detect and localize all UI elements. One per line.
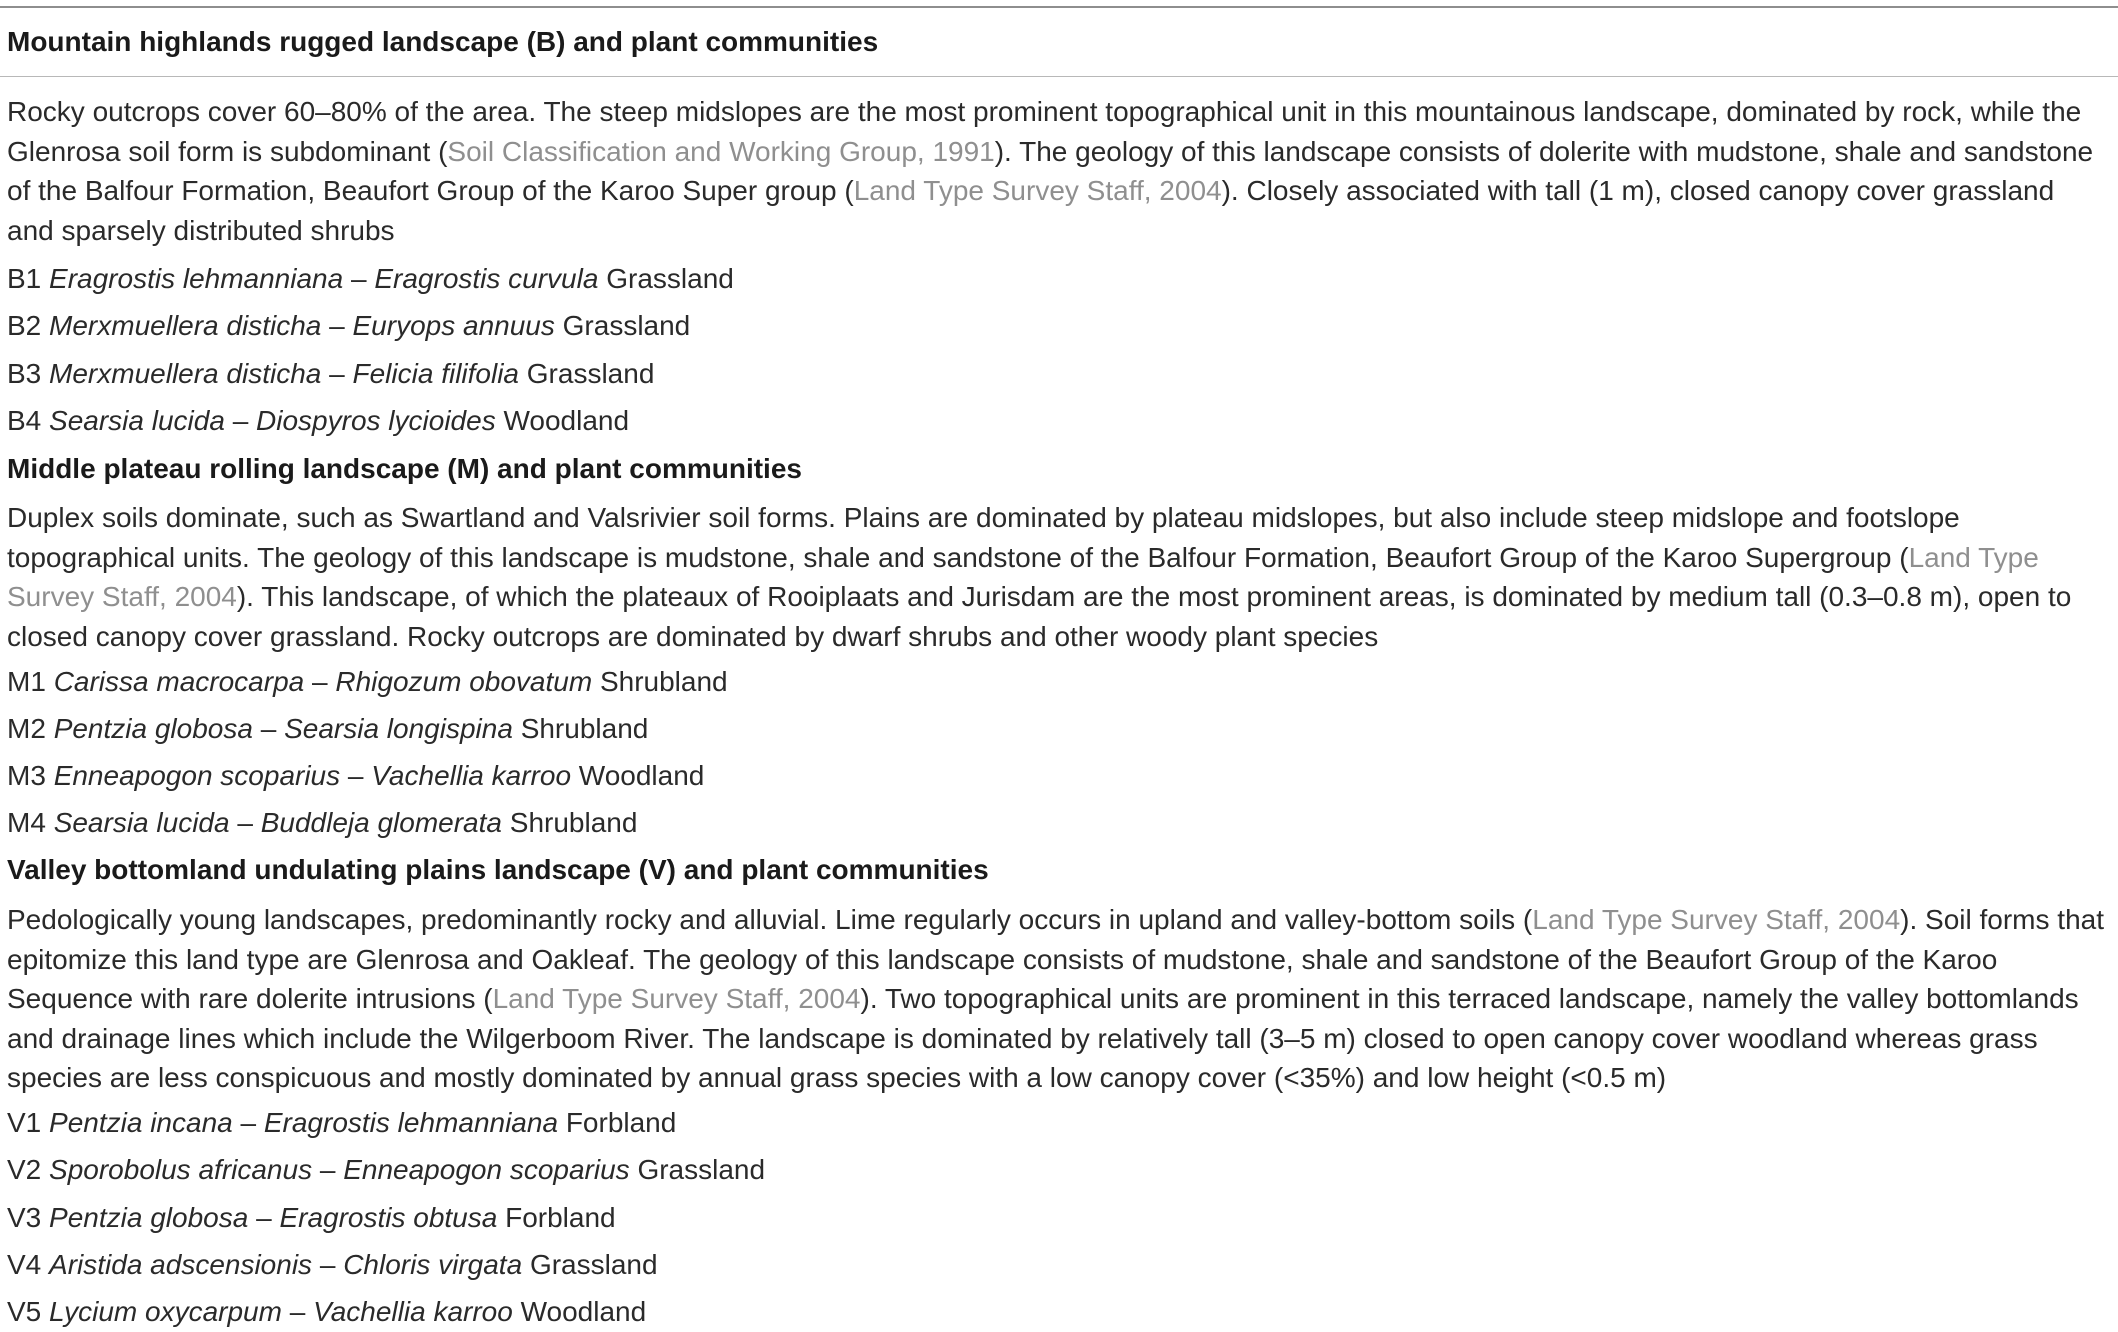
community-code: M4 <box>7 807 46 838</box>
species-name: Chloris virgata <box>343 1249 523 1280</box>
species-name: Carissa macrocarpa <box>53 666 305 697</box>
species-name: Enneapogon scoparius <box>53 760 341 791</box>
community-code: V4 <box>7 1249 42 1280</box>
species-name: Aristida adscensionis <box>49 1249 313 1280</box>
table-header-title: Mountain highlands rugged landscape (B) and plant communities <box>7 26 879 57</box>
section-m-heading: Middle plateau rolling landscape (M) and plant communities <box>7 453 802 484</box>
species-name: Buddleja glomerata <box>260 807 502 838</box>
vegetation-type: Woodland <box>520 1296 647 1327</box>
community-code: M1 <box>7 666 46 697</box>
species-name: Eragrostis obtusa <box>279 1202 498 1233</box>
species-separator: – <box>240 1107 257 1138</box>
vegetation-type: Shrubland <box>509 807 638 838</box>
community-code: V1 <box>7 1107 42 1138</box>
community-row-v4 <box>7 1247 658 1283</box>
species-name: Searsia lucida <box>49 405 225 436</box>
section-v-text-2: ). Soil forms that epitomize this land type are Glenrosa and Oakleaf. The geology of this landscape consists of mudstone, shale and sandstone of the Beaufort Group of the Karoo Sequence with rare dolerite intrusions ( <box>7 904 2104 1014</box>
community-row-m2 <box>7 711 648 747</box>
section-m-description <box>7 498 2107 656</box>
section-b-text-1: Rocky outcrops cover 60–80% of the area. The steep midslopes are the most prominent topographical unit in this mountainous landscape, dominated by rock, while the Glenrosa soil form is subdominant ( <box>7 96 2082 167</box>
species-name: Eragrostis lehmanniana <box>263 1107 559 1138</box>
species-name: Searsia lucida <box>53 807 230 838</box>
species-name: Pentzia globosa <box>53 713 253 744</box>
species-name: Sporobolus africanus <box>49 1154 313 1185</box>
section-v-heading: Valley bottomland undulating plains landscape (V) and plant communities <box>7 854 989 885</box>
table-top-rule <box>0 6 2118 8</box>
species-name: Merxmuellera disticha <box>49 310 322 341</box>
reference-link[interactable]: Land Type Survey Staff, 2004 <box>853 175 1222 206</box>
species-name: Euryops annuus <box>352 310 555 341</box>
species-name: Eragrostis lehmanniana <box>49 263 344 294</box>
community-code: M3 <box>7 760 46 791</box>
community-code: B3 <box>7 358 42 389</box>
reference-link[interactable]: Land Type Survey Staff, 2004 <box>7 541 2039 612</box>
species-name: Eragrostis curvula <box>374 263 599 294</box>
species-name: Pentzia globosa <box>49 1202 249 1233</box>
table-header-rule <box>0 76 2118 77</box>
section-m-text-1: Duplex soils dominate, such as Swartland and Valsrivier soil forms. Plains are dominated by plateau midslopes, but also include steep midslope and footslope topographical units. The geology of this landscape is mudstone, shale and sandstone of the Balfour Formation, Beaufort Group of the Karoo Supergroup ( <box>7 502 1960 573</box>
vegetation-type: Shrubland <box>599 666 728 697</box>
section-b-description <box>7 92 2107 250</box>
species-separator: – <box>319 1249 336 1280</box>
section-v-text-3: ). Two topographical units are prominent in this terraced landscape, namely the valley bottomlands and drainage lines which include the Wilgerboom River. The landscape is dominated by relatively tall (3–5 m) closed to open canopy cover woodland whereas grass species are less conspicuous and mostly dominated by annual grass species with a low canopy cover (<35%) and low height (<0.5 m) <box>7 983 2079 1093</box>
community-code: B1 <box>7 263 42 294</box>
species-name: Vachellia karroo <box>371 760 572 791</box>
reference-link[interactable]: Land Type Survey Staff, 2004 <box>1532 904 1901 935</box>
section-v-description <box>7 900 2107 1098</box>
community-row-b2 <box>7 308 690 344</box>
community-code: B4 <box>7 405 42 436</box>
species-separator: – <box>350 263 367 294</box>
species-separator: – <box>289 1296 306 1327</box>
species-separator: – <box>232 405 249 436</box>
reference-link[interactable]: Soil Classification and Working Group, 1991 <box>447 135 995 167</box>
community-row-b1 <box>7 261 734 297</box>
species-name: Lycium oxycarpum <box>49 1296 282 1327</box>
vegetation-type: Grassland <box>526 358 655 389</box>
species-separator: – <box>329 358 345 389</box>
community-code: V5 <box>7 1296 42 1327</box>
vegetation-type: Shrubland <box>520 713 649 744</box>
species-name: Rhigozum obovatum <box>335 666 593 697</box>
community-row-v3 <box>7 1200 616 1236</box>
community-row-b4 <box>7 403 629 439</box>
species-name: Enneapogon scoparius <box>343 1154 630 1185</box>
species-separator: – <box>312 666 328 697</box>
vegetation-type: Grassland <box>637 1154 766 1185</box>
vegetation-type: Grassland <box>606 263 734 294</box>
reference-link[interactable]: Land Type Survey Staff, 2004 <box>492 983 861 1014</box>
species-separator: – <box>237 807 253 838</box>
species-name: Merxmuellera disticha <box>49 358 322 389</box>
species-separator: – <box>256 1202 272 1233</box>
community-code: V3 <box>7 1202 42 1233</box>
vegetation-type: Grassland <box>562 310 691 341</box>
section-b-text-2: ). The geology of this landscape consists of dolerite with mudstone, shale and sandstone of the Balfour Formation, Beaufort Group of the Karoo Super group ( <box>7 135 2094 206</box>
community-row-m4 <box>7 805 637 841</box>
vegetation-type: Forbland <box>565 1107 677 1138</box>
community-row-v1 <box>7 1105 676 1141</box>
species-separator: – <box>329 310 345 341</box>
community-row-m1 <box>7 664 728 700</box>
section-b-text-3: ). Closely associated with tall (1 m), closed canopy cover grassland and sparsely distributed shrubs <box>7 175 2055 246</box>
vegetation-type: Grassland <box>529 1249 658 1280</box>
community-code: B2 <box>7 310 42 341</box>
section-m-text-2: ). This landscape, of which the plateaux of Rooiplaats and Jurisdam are the most prominent areas, is dominated by medium tall (0.3–0.8 m), open to closed canopy cover grassland. Rocky outcrops are dominated by dwarf shrubs and other woody plant species <box>7 581 2072 652</box>
species-name: Searsia longispina <box>284 713 513 744</box>
species-name: Diospyros lycioides <box>256 405 496 436</box>
community-row-v5 <box>7 1294 646 1330</box>
species-name: Pentzia incana <box>49 1107 233 1138</box>
vegetation-type: Woodland <box>503 405 630 436</box>
species-name: Vachellia karroo <box>313 1296 513 1327</box>
community-row-m3 <box>7 758 704 794</box>
vegetation-type: Forbland <box>505 1202 616 1233</box>
section-v-text-1: Pedologically young landscapes, predominantly rocky and alluvial. Lime regularly occurs in upland and valley-bottom soils ( <box>7 904 1533 935</box>
species-separator: – <box>319 1154 336 1185</box>
community-code: M2 <box>7 713 46 744</box>
species-separator: – <box>347 760 364 791</box>
vegetation-type: Woodland <box>578 760 705 791</box>
community-row-v2 <box>7 1152 765 1188</box>
community-row-b3 <box>7 356 654 392</box>
species-name: Felicia filifolia <box>352 358 519 389</box>
community-code: V2 <box>7 1154 42 1185</box>
species-separator: – <box>260 713 277 744</box>
